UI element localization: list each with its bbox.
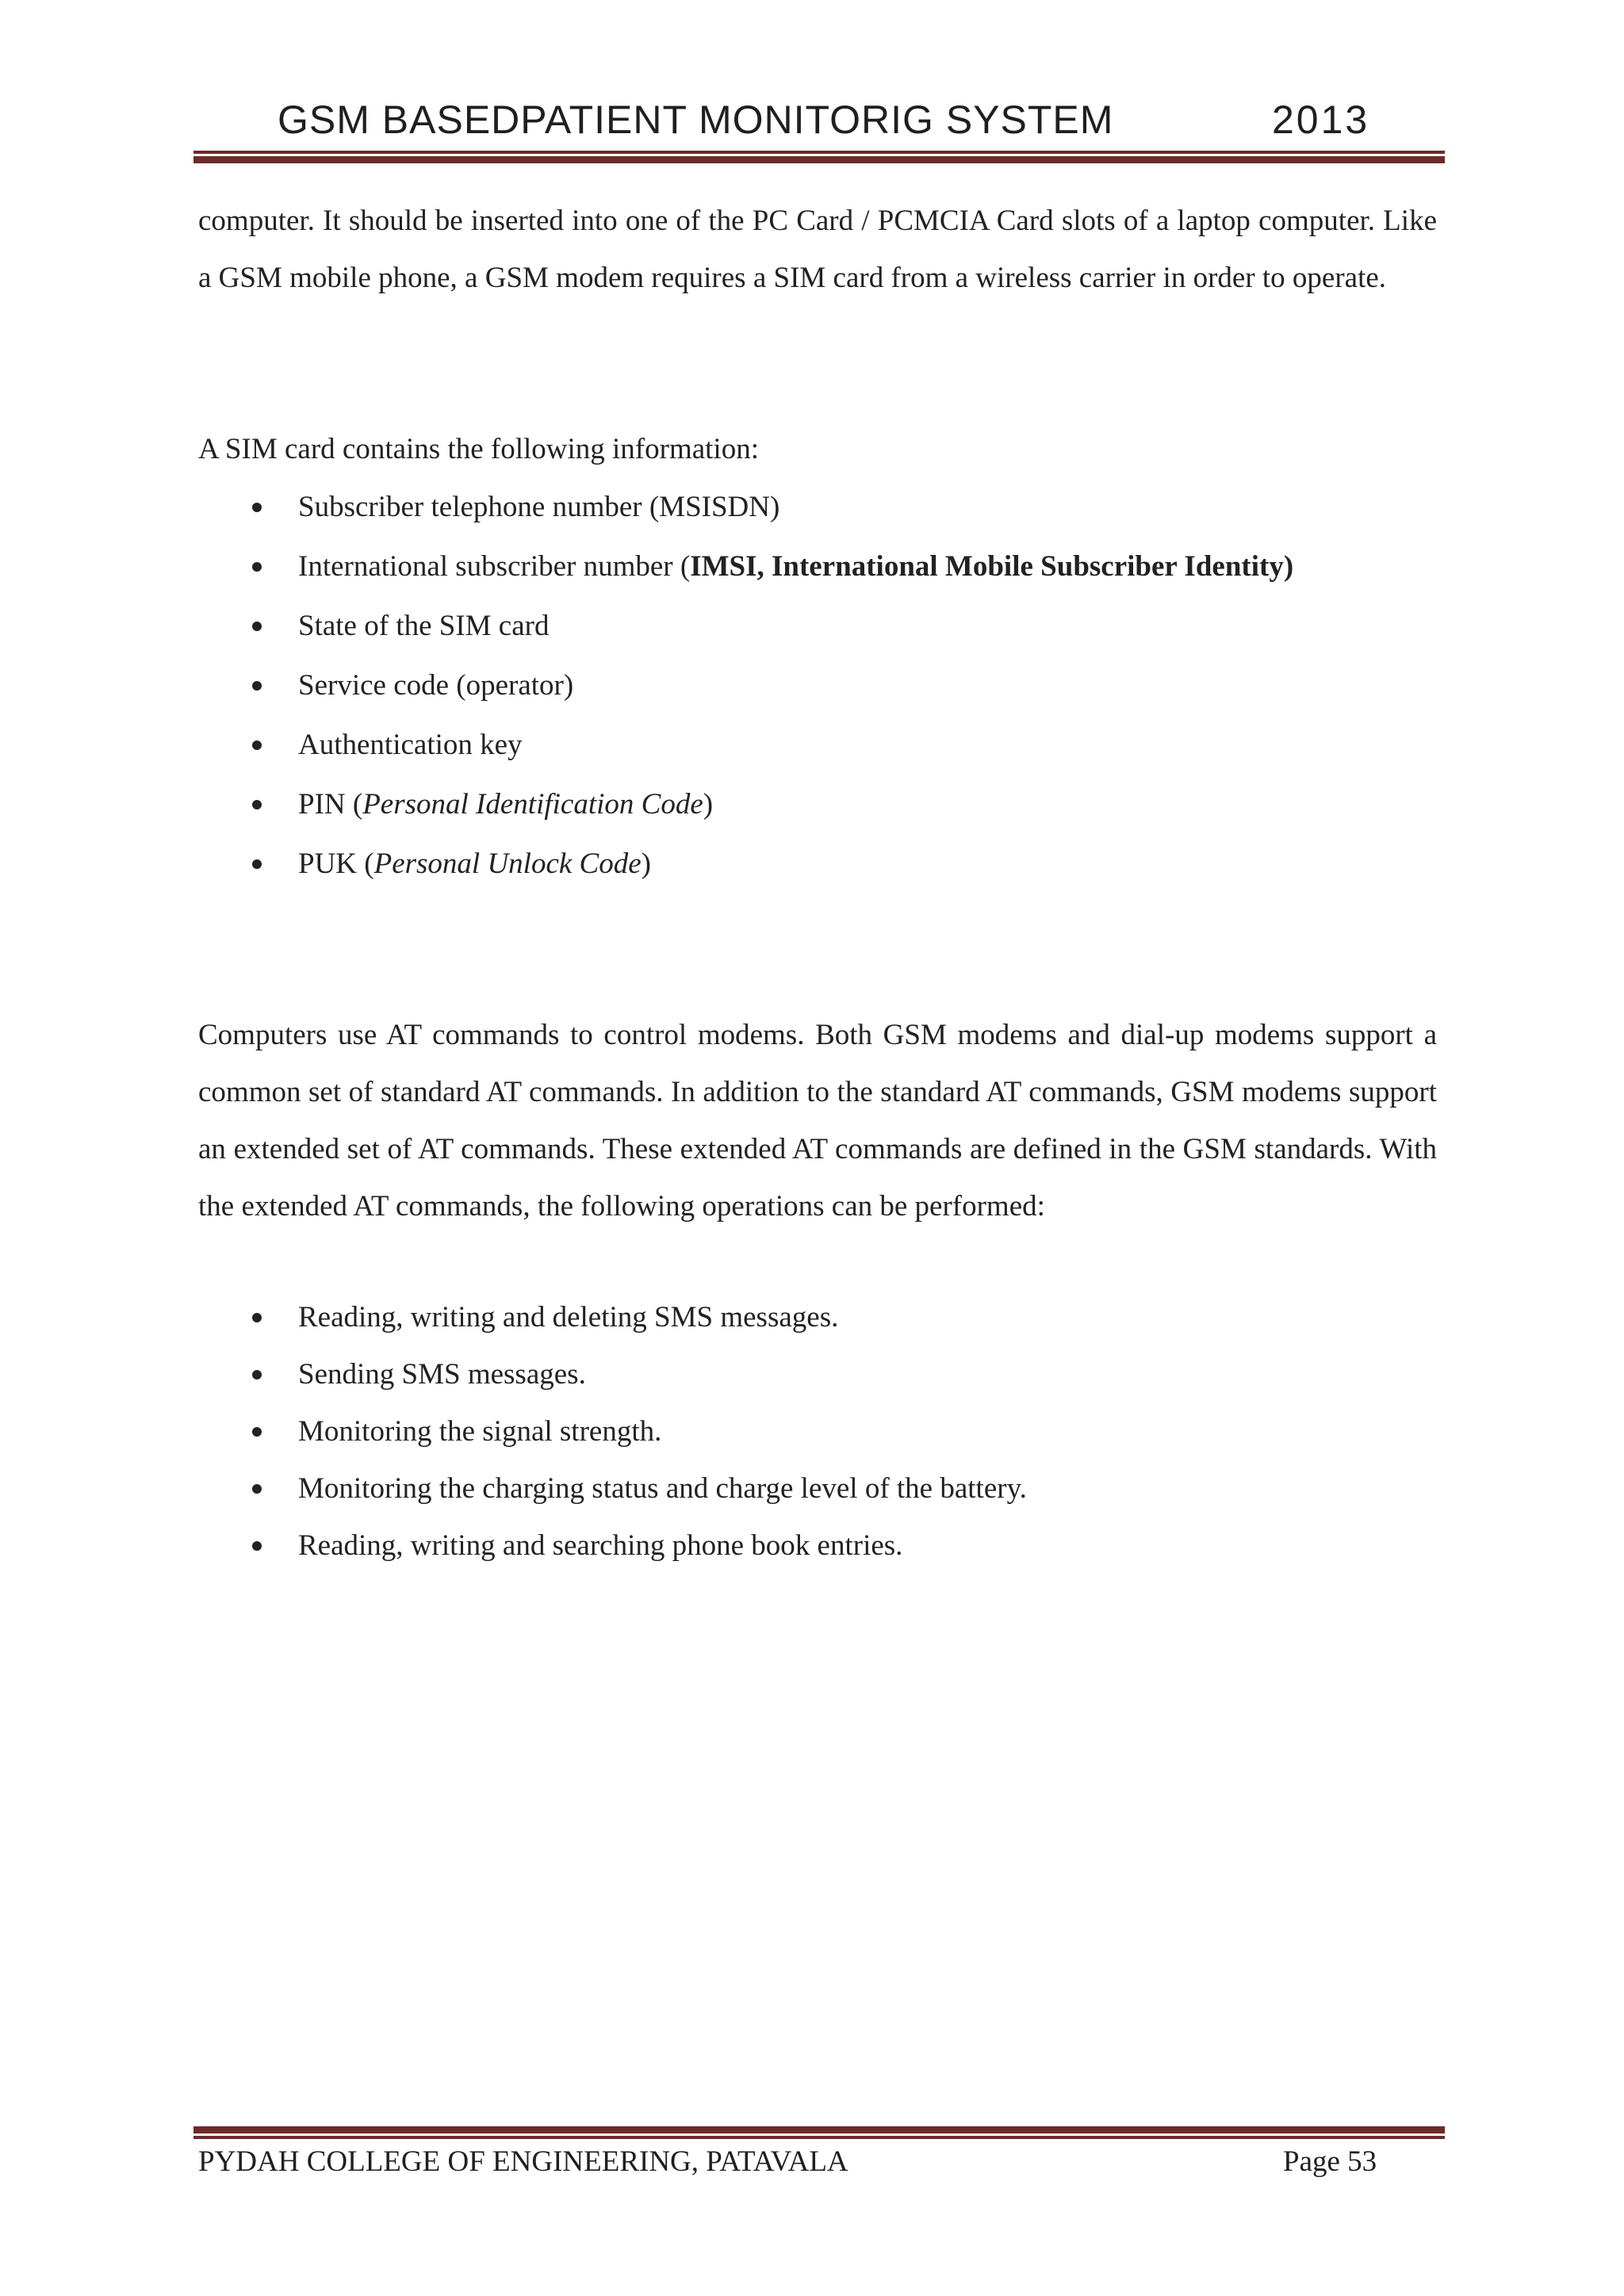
operation-text: Sending SMS messages. [298, 1358, 586, 1391]
list-item [198, 656, 1293, 715]
at-operations-list [198, 1289, 1027, 1575]
sim-item-bold-text: IMSI, International Mobile Subscriber Identity) [690, 550, 1294, 583]
list-item [198, 1289, 1027, 1346]
list-item [198, 537, 1293, 596]
sim-item-suffix: ) [641, 848, 651, 880]
bullet-icon [252, 562, 262, 572]
sim-item-prefix: PIN ( [298, 788, 363, 821]
operation-text: Reading, writing and searching phone book entries. [298, 1529, 903, 1562]
sim-info-list [198, 477, 1293, 894]
bullet-icon [252, 622, 262, 631]
list-item [198, 1460, 1027, 1517]
list-item [198, 834, 1293, 894]
list-item [198, 1346, 1027, 1403]
sim-item-prefix: International subscriber number ( [298, 550, 691, 583]
sim-item-text: Subscriber telephone number (MSISDN) [298, 491, 780, 523]
bullet-icon [252, 1313, 262, 1322]
sim-intro-text: A SIM card contains the following information: [198, 433, 759, 465]
list-item [198, 596, 1293, 656]
running-header-title: GSM BASEDPATIENT MONITORIG SYSTEM [278, 98, 1114, 142]
list-item [198, 775, 1293, 834]
intro-paragraph: computer. It should be inserted into one of the PC Card / PCMCIA Card slots of a laptop computer. Like a GSM mobile phone, a GSM modem requires a SIM card from a wireless carrier in order to operate. [198, 205, 1437, 294]
bullet-icon [252, 1370, 262, 1380]
at-commands-paragraph: Computers use AT commands to control modems. Both GSM modems and dial-up modems support a common set of standard AT commands. In addition to the standard AT commands, GSM modems support an extended set of AT commands. These extended AT commands are defined in the GSM standards. With the extended AT commands, the following operations can be performed: [198, 1019, 1437, 1223]
sim-item-text: Service code (operator) [298, 669, 574, 702]
bullet-icon [252, 859, 262, 869]
list-item [198, 477, 1293, 537]
bullet-icon [252, 503, 262, 512]
sim-item-text: Authentication key [298, 729, 523, 761]
running-header-year: 2013 [1272, 98, 1370, 142]
list-item [198, 715, 1293, 775]
bullet-icon [252, 681, 262, 691]
bullet-icon [252, 1427, 262, 1437]
footer-rule-thin [193, 2136, 1445, 2139]
list-item [198, 1403, 1027, 1460]
footer-page-number: Page 53 [1283, 2145, 1377, 2178]
header-rule-thick [193, 156, 1445, 163]
operation-text: Monitoring the charging status and charge level of the battery. [298, 1472, 1027, 1505]
operation-text: Reading, writing and deleting SMS messages. [298, 1301, 839, 1334]
bullet-icon [252, 740, 262, 750]
sim-item-italic-text: Personal Unlock Code [373, 848, 642, 880]
sim-item-text: State of the SIM card [298, 610, 550, 642]
sim-item-prefix: PUK ( [298, 848, 374, 880]
operation-text: Monitoring the signal strength. [298, 1415, 662, 1448]
bullet-icon [252, 1484, 262, 1494]
footer-rule-thick [193, 2126, 1445, 2133]
header-rule-thin [193, 151, 1445, 154]
sim-item-italic-text: Personal Identification Code [362, 788, 703, 821]
footer-institution: PYDAH COLLEGE OF ENGINEERING, PATAVALA [198, 2145, 848, 2178]
sim-item-suffix: ) [703, 788, 714, 821]
list-item [198, 1517, 1027, 1575]
bullet-icon [252, 800, 262, 809]
bullet-icon [252, 1541, 262, 1551]
